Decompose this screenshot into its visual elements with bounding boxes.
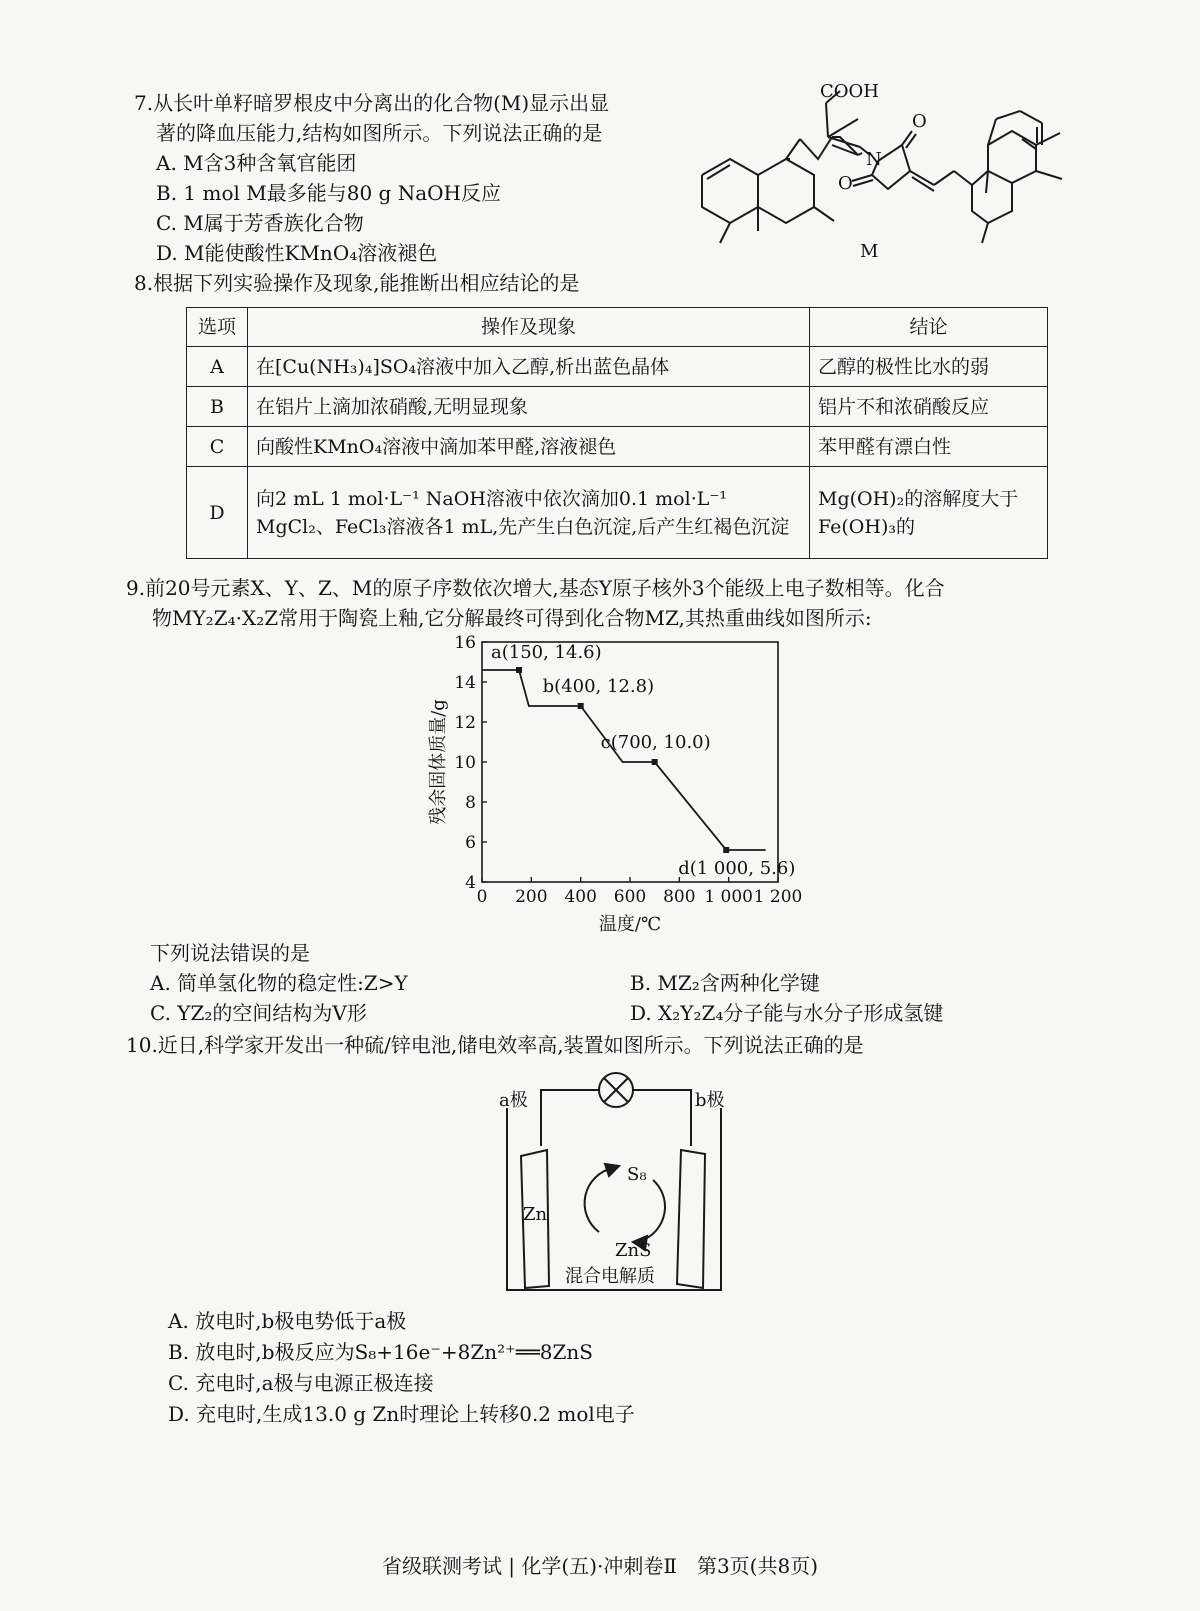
point-label: b(400, 12.8) (542, 676, 655, 697)
data-point (723, 847, 729, 853)
b-pole-label: b极 (695, 1090, 725, 1111)
x-axis-label: 温度/℃ (598, 914, 662, 935)
row-operation: 在铝片上滴加浓硝酸,无明显现象 (248, 387, 810, 427)
y-tick-label: 8 (465, 793, 476, 813)
table-header-option: 选项 (187, 308, 248, 347)
x-tick-label: 1 200 (753, 887, 803, 907)
q10-option-d: D. 充电时,生成13.0 g Zn时理论上转移0.2 mol电子 (168, 1402, 635, 1426)
q9-option-b: B. MZ₂含两种化学键 (630, 971, 820, 995)
q10-option-b: B. 放电时,b极反应为S₈+16e⁻+8Zn²⁺══8ZnS (168, 1340, 594, 1364)
y-tick-label: 4 (465, 873, 476, 893)
x-tick-label: 400 (564, 887, 597, 907)
y-tick-label: 10 (454, 753, 476, 773)
q7-option-c: C. M属于芳香族化合物 (156, 211, 364, 235)
molecule-m-structure (690, 75, 1090, 265)
table-row (187, 427, 1048, 467)
row-conclusion: 苯甲醛有漂白性 (810, 427, 1048, 467)
q7-stem-line1: 7.从长叶单籽暗罗根皮中分离出的化合物(M)显示出显 (134, 91, 610, 115)
thermogravimetric-chart (420, 632, 820, 952)
row-option: C (187, 427, 248, 467)
row-conclusion: 乙醇的极性比水的弱 (810, 347, 1048, 387)
n-label: N (866, 149, 882, 170)
point-label: c(700, 10.0) (600, 732, 711, 753)
data-point (516, 667, 522, 673)
a-pole-label: a极 (499, 1090, 528, 1111)
mass-curve (482, 670, 766, 850)
row-conclusion: 铝片不和浓硝酸反应 (810, 387, 1048, 427)
x-tick-label: 1 000 (704, 887, 754, 907)
y-tick-label: 16 (454, 633, 476, 653)
row-operation: 在[Cu(NH₃)₄]SO₄溶液中加入乙醇,析出蓝色晶体 (248, 347, 810, 387)
q7-option-d: D. M能使酸性KMnO₄溶液褪色 (156, 241, 438, 265)
row-operation: 向酸性KMnO₄溶液中滴加苯甲醛,溶液褪色 (248, 427, 810, 467)
o-label-1: O (912, 111, 927, 132)
y-tick-label: 12 (454, 713, 476, 733)
zns-label: ZnS (615, 1240, 652, 1261)
row-operation: 向2 mL 1 mol·L⁻¹ NaOH溶液中依次滴加0.1 mol·L⁻¹ MgCl₂、FeCl₃溶液各1 mL,先产生白色沉淀,后产生红褐色沉淀 (248, 467, 810, 559)
point-label: a(150, 14.6) (491, 642, 602, 663)
q8-stem: 8.根据下列实验操作及现象,能推断出相应结论的是 (134, 271, 580, 295)
data-point (578, 703, 584, 709)
y-tick-label: 14 (454, 673, 476, 693)
q9-stem-line1: 9.前20号元素X、Y、Z、M的原子序数依次增大,基态Y原子核外3个能级上电子数相等。化合 (126, 576, 945, 600)
q7-option-a: A. M含3种含氧官能团 (156, 151, 357, 175)
s8-label: S₈ (627, 1164, 647, 1185)
cooh-label: COOH (820, 81, 879, 102)
page-footer: 省级联测考试 | 化学(五)·冲刺卷Ⅱ 第3页(共8页) (381, 1554, 819, 1578)
x-tick-label: 200 (515, 887, 548, 907)
y-tick-label: 6 (465, 833, 476, 853)
electrolyte-label: 混合电解质 (565, 1266, 655, 1287)
table-row (187, 347, 1048, 387)
q9-option-c: C. YZ₂的空间结构为V形 (150, 1001, 367, 1025)
q7-option-b: B. 1 mol M最多能与80 g NaOH反应 (156, 181, 501, 205)
y-axis-label: 残余固体质量/g (428, 699, 449, 825)
table-row (187, 467, 1048, 559)
row-option: B (187, 387, 248, 427)
q9-option-a: A. 简单氢化物的稳定性:Z>Y (150, 971, 408, 995)
q9-stem-line2: 物MY₂Z₄·X₂Z常用于陶瓷上釉,它分解最终可得到化合物MZ,其热重曲线如图所示: (152, 606, 872, 630)
molecule-caption: M (860, 241, 879, 262)
row-option: D (187, 467, 248, 559)
table-header-conclusion: 结论 (810, 308, 1048, 347)
data-point (652, 759, 658, 765)
zn-label: Zn (523, 1204, 548, 1225)
table-row (187, 387, 1048, 427)
q7-stem-line2: 著的降血压能力,结构如图所示。下列说法正确的是 (156, 121, 603, 145)
point-label: d(1 000, 5.6) (678, 858, 796, 879)
x-tick-label: 800 (663, 887, 696, 907)
table-header-operation: 操作及现象 (248, 308, 810, 347)
o-label-2: O (838, 173, 853, 194)
q10-option-c: C. 充电时,a极与电源正极连接 (168, 1371, 434, 1395)
battery-diagram (495, 1060, 745, 1300)
q10-option-a: A. 放电时,b极电势低于a极 (168, 1309, 407, 1333)
q9-question: 下列说法错误的是 (150, 941, 310, 965)
row-conclusion: Mg(OH)₂的溶解度大于Fe(OH)₃的 (810, 467, 1048, 559)
q10-stem: 10.近日,科学家开发出一种硫/锌电池,储电效率高,装置如图所示。下列说法正确的是 (126, 1033, 864, 1057)
x-tick-label: 0 (476, 887, 488, 907)
q8-table (186, 307, 1048, 559)
q9-option-d: D. X₂Y₂Z₄分子能与水分子形成氢键 (630, 1001, 944, 1025)
row-option: A (187, 347, 248, 387)
x-tick-label: 600 (613, 887, 647, 907)
